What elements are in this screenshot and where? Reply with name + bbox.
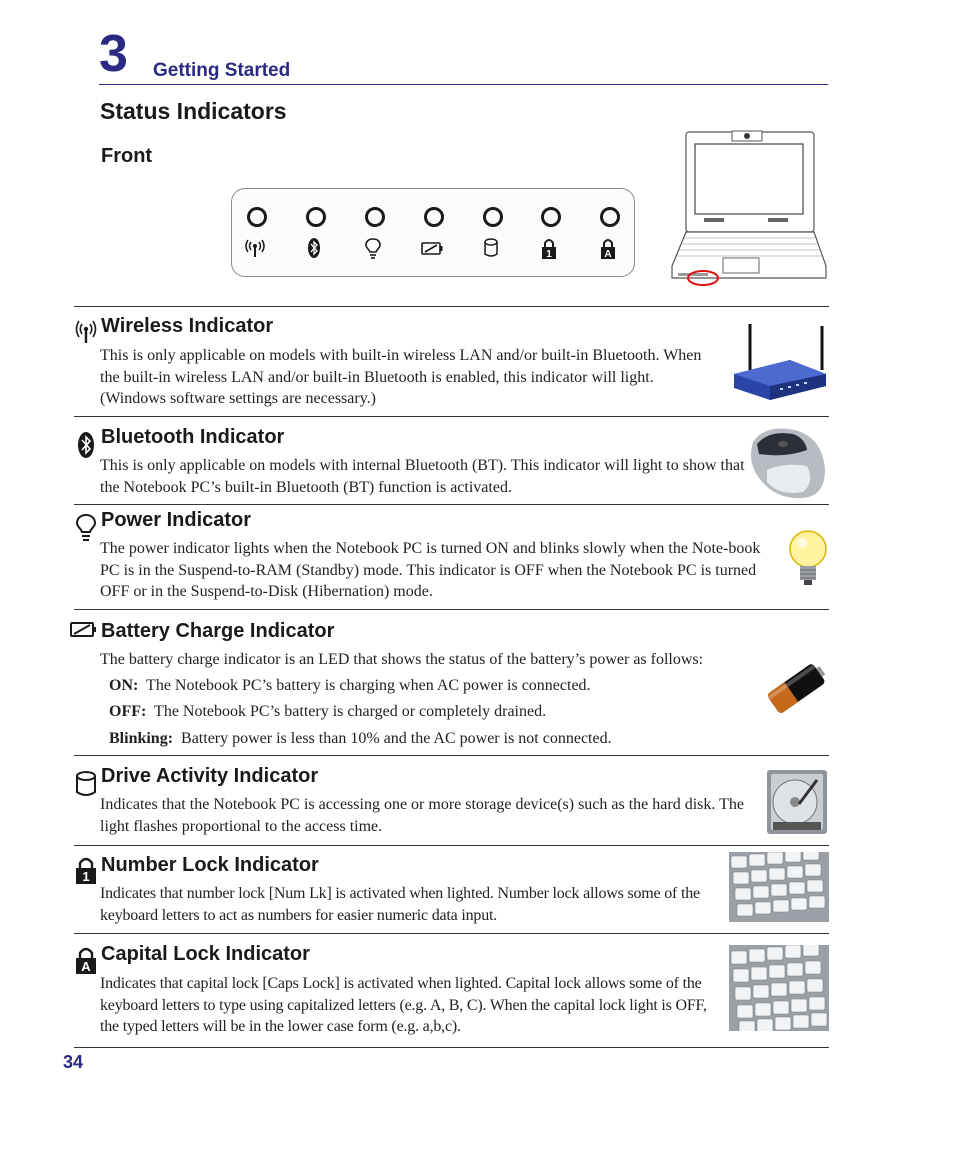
keyboard-image — [729, 852, 829, 922]
state-text: The Notebook PC’s battery is charged or completely drained. — [154, 703, 547, 720]
divider — [74, 755, 829, 756]
led-light — [600, 207, 620, 227]
battery-title: Battery Charge Indicator — [101, 620, 335, 642]
caps-lock-icon — [74, 946, 98, 974]
led-indicator-panel — [231, 188, 635, 277]
power-icon — [74, 513, 98, 541]
led-light — [483, 207, 503, 227]
wireless-description: This is only applicable on models with built-in wireless LAN and/or built-in Bluetooth. When the built-in wireless LAN and/or built-in Bluetooth is enabled, this indicator will light. (Windows software settings are necessary.) — [100, 347, 702, 407]
divider — [74, 416, 829, 417]
battery-state-off — [109, 701, 546, 723]
wireless-title: Wireless Indicator — [101, 315, 274, 337]
bluetooth-mouse-image — [745, 422, 829, 502]
divider — [74, 933, 829, 934]
power-description: The power indicator lights when the Notebook PC is turned ON and blinks slowly when the Note-book PC is in the Suspend-to-RAM (Standby) mode. This indicator is OFF when the Notebook PC is turned OFF or in the Suspend-to-Disk (Hibernation) mode. — [100, 540, 761, 600]
battery-icon — [70, 620, 98, 640]
state-text: The Notebook PC’s battery is charging when AC power is connected. — [146, 677, 591, 694]
led-light — [247, 207, 267, 227]
battery-icon — [421, 237, 443, 259]
divider — [74, 504, 829, 505]
drive-icon — [74, 770, 98, 798]
wireless-router-image — [730, 322, 828, 402]
led-light — [365, 207, 385, 227]
divider — [74, 306, 829, 307]
state-text: Battery power is less than 10% and the AC power is not connected. — [181, 730, 612, 747]
hard-disk-image — [765, 768, 829, 836]
numlock-description: Indicates that number lock [Num Lk] is activated when lighted. Number lock allows some of the keyboard letters to act as numbers for easier numeric data input. — [100, 885, 700, 924]
chapter-title: Getting Started — [153, 60, 291, 81]
caps-lock-label: A — [604, 249, 612, 259]
battery-state-blinking — [109, 728, 612, 750]
caps-lock-label: A — [81, 959, 91, 974]
num-lock-label: 1 — [82, 869, 90, 884]
subsection-title: Front — [101, 145, 153, 167]
capslock-title: Capital Lock Indicator — [101, 943, 310, 965]
bluetooth-title: Bluetooth Indicator — [101, 426, 285, 448]
divider — [74, 845, 829, 846]
drive-title: Drive Activity Indicator — [101, 765, 319, 787]
state-label: ON: — [109, 677, 139, 694]
wireless-icon — [74, 318, 98, 346]
bluetooth-icon — [303, 237, 325, 259]
light-bulb-image — [787, 528, 829, 588]
notebook-illustration — [668, 128, 830, 288]
numlock-title: Number Lock Indicator — [101, 854, 319, 876]
section-title: Status Indicators — [100, 98, 287, 124]
led-light — [424, 207, 444, 227]
divider — [74, 1047, 829, 1048]
power-icon — [362, 237, 384, 259]
state-label: Blinking: — [109, 730, 174, 747]
num-lock-icon — [74, 856, 98, 884]
chapter-rule — [99, 84, 828, 85]
battery-description: The battery charge indicator is an LED that shows the status of the battery’s power as follows: — [100, 651, 704, 668]
led-light — [306, 207, 326, 227]
drive-icon — [480, 237, 502, 259]
led-light — [541, 207, 561, 227]
keyboard-image — [729, 945, 829, 1031]
power-title: Power Indicator — [101, 509, 252, 531]
caps-lock-icon — [597, 237, 619, 259]
num-lock-icon — [538, 237, 560, 259]
battery-state-on — [109, 675, 591, 697]
wireless-icon — [244, 237, 266, 259]
chapter-number: 3 — [99, 25, 128, 83]
battery-image — [766, 656, 829, 720]
bluetooth-description: This is only applicable on models with internal Bluetooth (BT). This indicator will light to show that the Notebook PC’s built-in Bluetooth (BT) function is activated. — [100, 457, 745, 496]
capslock-description: Indicates that capital lock [Caps Lock] is activated when lighted. Capital lock allows some of the keyboard letters to type using capitalized letters (e.g. A, B, C). When the capital lock light is OFF, the typed letters will be in the lower case form (e.g. a,b,c). — [100, 975, 707, 1035]
page-number: 34 — [63, 1052, 84, 1072]
state-label: OFF: — [109, 703, 147, 720]
drive-description: Indicates that the Notebook PC is accessing one or more storage device(s) such as the hard disk. The light flashes proportional to the access time. — [100, 796, 744, 835]
bluetooth-icon — [74, 430, 98, 458]
divider — [74, 609, 829, 610]
num-lock-label: 1 — [546, 249, 552, 259]
